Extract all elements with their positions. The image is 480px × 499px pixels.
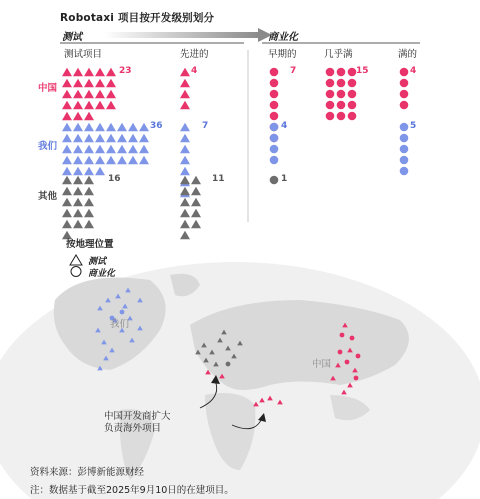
nearly-full-dot xyxy=(326,101,335,110)
testing-triangle xyxy=(84,176,94,185)
testing-triangle xyxy=(84,112,94,121)
map-commercial-marker xyxy=(226,362,231,367)
testing-triangle xyxy=(62,220,72,229)
early-dot xyxy=(270,145,279,154)
full-dot xyxy=(400,123,409,132)
testing-triangle xyxy=(73,145,83,154)
nearly-full-dot xyxy=(337,112,346,121)
phase-arrow-bar xyxy=(104,32,260,38)
testing-triangle xyxy=(84,209,94,218)
full-dot xyxy=(400,134,409,143)
col-advanced: 先进的 xyxy=(180,49,209,60)
chart-title: Robotaxi 项目按开发级别划分 xyxy=(60,12,215,24)
testing-triangle xyxy=(62,145,72,154)
footnote: 注：数据基于截至2025年9月10日的在建项目。 xyxy=(30,485,234,496)
testing-triangle xyxy=(128,123,138,132)
advanced-triangle xyxy=(180,167,190,176)
testing-triangle xyxy=(84,156,94,165)
testing-triangle xyxy=(84,79,94,88)
testing-triangle xyxy=(62,68,72,77)
testing-triangle xyxy=(106,156,116,165)
testing-triangle xyxy=(62,209,72,218)
value-china-advanced: 4 xyxy=(191,66,198,76)
early-dot xyxy=(270,79,279,88)
legend-circle-icon-shape xyxy=(71,267,81,277)
map-label-china: 中国 xyxy=(312,359,332,370)
early-dot xyxy=(270,123,279,132)
testing-triangle xyxy=(73,90,83,99)
value-china-early: 7 xyxy=(290,66,297,76)
advanced-triangle xyxy=(180,187,190,196)
testing-triangle xyxy=(117,123,127,132)
testing-triangle xyxy=(95,68,105,77)
legend-testing-label: 测试 xyxy=(88,257,107,267)
testing-triangle xyxy=(128,156,138,165)
legend-title: 按地理位置 xyxy=(66,239,114,250)
testing-triangle xyxy=(95,90,105,99)
testing-triangle xyxy=(84,68,94,77)
testing-triangle xyxy=(73,123,83,132)
legend-commercial-label: 商业化 xyxy=(88,269,116,279)
testing-triangle xyxy=(84,145,94,154)
testing-triangle xyxy=(95,156,105,165)
map-commercial-marker xyxy=(120,310,125,315)
advanced-triangle xyxy=(180,176,190,185)
testing-triangle xyxy=(73,187,83,196)
advanced-triangle xyxy=(191,209,201,218)
testing-triangle xyxy=(62,156,72,165)
early-dot xyxy=(270,90,279,99)
advanced-triangle xyxy=(180,90,190,99)
testing-triangle xyxy=(128,134,138,143)
map-commercial-marker xyxy=(345,360,350,365)
col-early: 早期的 xyxy=(268,49,297,60)
testing-triangle xyxy=(106,79,116,88)
col-nearly-full: 几乎满 xyxy=(324,49,353,60)
testing-triangle xyxy=(95,134,105,143)
nearly-full-dot xyxy=(326,68,335,77)
testing-triangle xyxy=(73,68,83,77)
col-testing-projects: 测试项目 xyxy=(64,49,103,60)
full-dot xyxy=(400,167,409,176)
nearly-full-dot xyxy=(326,90,335,99)
testing-triangle xyxy=(73,112,83,121)
testing-triangle xyxy=(95,123,105,132)
testing-triangle xyxy=(95,101,105,110)
phase-testing-label: 测试 xyxy=(62,32,82,43)
testing-triangle xyxy=(95,167,105,176)
nearly-full-dot xyxy=(337,79,346,88)
nearly-full-dot xyxy=(326,79,335,88)
testing-triangle xyxy=(73,176,83,185)
advanced-triangle xyxy=(180,198,190,207)
value-us-early: 4 xyxy=(281,121,288,131)
early-dot xyxy=(270,101,279,110)
nearly-full-dot xyxy=(348,112,357,121)
advanced-triangle xyxy=(191,187,201,196)
nearly-full-dot xyxy=(348,79,357,88)
value-china-testing: 23 xyxy=(119,66,132,76)
early-dot xyxy=(270,112,279,121)
value-us-full: 5 xyxy=(410,121,417,131)
map-commercial-marker xyxy=(340,333,345,338)
value-china-nearly-full: 15 xyxy=(356,66,369,76)
map-commercial-marker xyxy=(338,350,343,355)
full-dot xyxy=(400,90,409,99)
nearly-full-dot xyxy=(337,101,346,110)
full-dot xyxy=(400,145,409,154)
testing-triangle xyxy=(73,134,83,143)
value-other-advanced: 11 xyxy=(212,174,225,184)
testing-triangle xyxy=(84,123,94,132)
col-full: 满的 xyxy=(398,49,418,60)
early-dot xyxy=(270,176,279,185)
testing-triangle xyxy=(139,156,149,165)
testing-triangle xyxy=(95,79,105,88)
source-note: 资料来源：彭博新能源财经 xyxy=(30,467,145,478)
advanced-triangle xyxy=(180,134,190,143)
testing-triangle xyxy=(62,79,72,88)
nearly-full-dot xyxy=(337,90,346,99)
testing-triangle xyxy=(84,187,94,196)
phase-commercial-label: 商业化 xyxy=(268,32,298,43)
testing-triangle xyxy=(106,101,116,110)
value-china-full: 4 xyxy=(410,66,417,76)
legend-triangle-icon xyxy=(70,255,82,265)
testing-triangle xyxy=(106,123,116,132)
early-dot xyxy=(270,134,279,143)
advanced-triangle xyxy=(191,220,201,229)
map-commercial-marker xyxy=(350,336,355,341)
testing-triangle xyxy=(62,101,72,110)
testing-triangle xyxy=(73,167,83,176)
testing-triangle xyxy=(62,167,72,176)
testing-triangle xyxy=(106,90,116,99)
testing-triangle xyxy=(106,68,116,77)
testing-triangle xyxy=(139,123,149,132)
testing-triangle xyxy=(62,198,72,207)
nearly-full-dot xyxy=(326,112,335,121)
advanced-triangle xyxy=(180,156,190,165)
nearly-full-dot xyxy=(348,101,357,110)
map-annotation-line1: 中国开发商扩大 xyxy=(104,411,171,422)
row-label-other: 其他 xyxy=(38,191,58,202)
testing-triangle xyxy=(73,198,83,207)
advanced-triangle xyxy=(180,145,190,154)
testing-triangle xyxy=(117,134,127,143)
testing-triangle xyxy=(117,156,127,165)
testing-triangle xyxy=(84,90,94,99)
nearly-full-dot xyxy=(337,68,346,77)
testing-triangle xyxy=(62,123,72,132)
value-other-early: 1 xyxy=(281,174,288,184)
testing-triangle xyxy=(106,145,116,154)
advanced-triangle xyxy=(180,79,190,88)
testing-triangle xyxy=(62,90,72,99)
testing-triangle xyxy=(73,209,83,218)
testing-triangle xyxy=(117,145,127,154)
full-dot xyxy=(400,79,409,88)
testing-triangle xyxy=(73,79,83,88)
row-label-china: 中国 xyxy=(38,83,58,94)
map-label-us: 我们 xyxy=(110,319,130,330)
testing-triangle xyxy=(84,198,94,207)
testing-triangle xyxy=(139,145,149,154)
map-commercial-marker xyxy=(356,354,361,359)
advanced-triangle xyxy=(191,198,201,207)
advanced-triangle xyxy=(180,220,190,229)
full-dot xyxy=(400,68,409,77)
value-other-testing: 16 xyxy=(108,174,121,184)
testing-triangle xyxy=(84,220,94,229)
advanced-triangle xyxy=(180,231,190,240)
testing-triangle xyxy=(62,112,72,121)
row-label-us: 我们 xyxy=(38,141,58,152)
testing-triangle xyxy=(84,134,94,143)
testing-triangle xyxy=(84,167,94,176)
testing-triangle xyxy=(95,145,105,154)
advanced-triangle xyxy=(180,209,190,218)
testing-triangle xyxy=(73,101,83,110)
map-commercial-marker xyxy=(354,376,359,381)
nearly-full-dot xyxy=(348,90,357,99)
testing-triangle xyxy=(84,101,94,110)
map-annotation-line2: 负责海外项目 xyxy=(104,423,162,434)
testing-triangle xyxy=(62,134,72,143)
testing-triangle xyxy=(73,220,83,229)
full-dot xyxy=(400,101,409,110)
value-us-testing: 36 xyxy=(150,121,163,131)
advanced-triangle xyxy=(180,101,190,110)
advanced-triangle xyxy=(180,123,190,132)
testing-triangle xyxy=(73,156,83,165)
advanced-triangle xyxy=(191,176,201,185)
testing-triangle xyxy=(62,176,72,185)
nearly-full-dot xyxy=(348,68,357,77)
value-us-advanced: 7 xyxy=(202,121,209,131)
early-dot xyxy=(270,68,279,77)
advanced-triangle xyxy=(180,68,190,77)
testing-triangle xyxy=(62,187,72,196)
testing-triangle xyxy=(139,134,149,143)
testing-triangle xyxy=(106,134,116,143)
full-dot xyxy=(400,156,409,165)
testing-triangle xyxy=(128,145,138,154)
early-dot xyxy=(270,156,279,165)
